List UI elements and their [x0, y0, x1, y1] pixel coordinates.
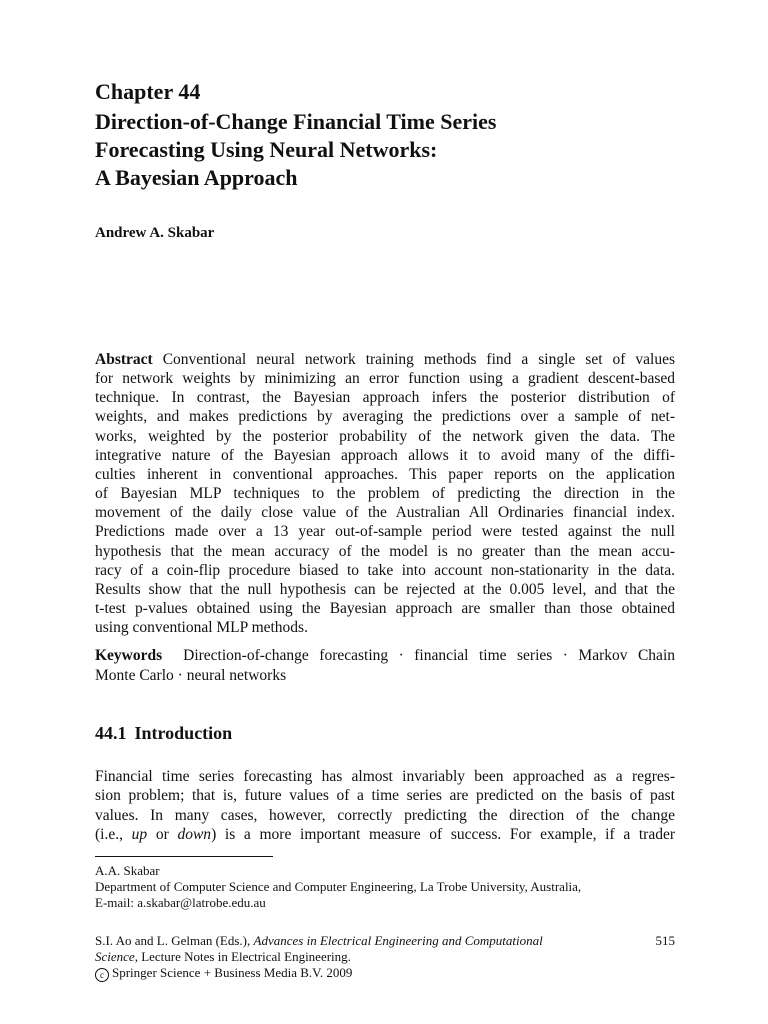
publication-line: S.I. Ao and L. Gelman (Eds.), Advances in Electrical Engineering and Computational: [95, 933, 543, 948]
book-title: Advances in Electrical Engineering and Computational: [253, 933, 543, 948]
abstract-line: Abstract Conventional neural network training methods find a single set of values: [95, 351, 676, 368]
emphasis-up: up: [131, 825, 148, 843]
abstract-line: integrative nature of the Bayesian approach allows it to avoid many of the diffi-: [95, 446, 675, 464]
abstract-line: racy of a coin-flip procedure biased to take into account non-stationarity in the data.: [95, 561, 675, 579]
keywords: [95, 646, 675, 685]
footnote-divider: [95, 856, 273, 857]
abstract-line: hypothesis that the mean accuracy of the model is no greater than the mean accu-: [95, 542, 675, 560]
keywords-lead: Keywords: [95, 647, 163, 664]
section-heading: [95, 721, 232, 745]
intro-line: (i.e., up or down) is a more important measure of success. For example, if a trader: [95, 825, 676, 843]
abstract-line: weights, and makes predictions by averaging the predictions over a sample of net-: [95, 408, 675, 426]
chapter-title-line: A Bayesian Approach: [95, 165, 298, 190]
footnote-affiliation: Department of Computer Science and Computer Engineering, La Trobe University, Australia,: [95, 879, 582, 894]
abstract-line: technique. In contrast, the Bayesian approach infers the posterior distribution of: [95, 389, 675, 407]
page-number: 515: [655, 933, 675, 948]
emphasis-down: down: [177, 825, 212, 843]
abstract-line: movement of the daily close value of the Australian All Ordinaries financial index.: [95, 504, 675, 522]
chapter-title: [95, 108, 675, 192]
chapter-label: Chapter 44: [95, 79, 201, 104]
footnote-name: A.A. Skabar: [95, 863, 160, 878]
abstract-line: Predictions made over a 13 year out-of-sample period were tested against the null: [95, 523, 675, 541]
copyright-line: c Springer Science + Business Media B.V. 2009: [95, 965, 675, 982]
intro-line: sion problem; that is, future values of a time series are predicted on the basis of past: [95, 787, 675, 805]
intro-line: values. In many cases, however, correctly predicting the direction of the change: [95, 806, 675, 824]
publication-info: [95, 933, 675, 982]
author-name: Andrew A. Skabar: [95, 225, 215, 241]
section-number: 44.1: [95, 723, 127, 743]
keywords-line: Monte Carlo · neural networks: [95, 666, 287, 684]
abstract-line: of Bayesian MLP techniques to the problem of predicting the direction in the: [95, 485, 675, 503]
intro-line: Financial time series forecasting has almost invariably been approached as a regres-: [95, 768, 675, 785]
abstract: [95, 350, 675, 637]
chapter-title-line: Forecasting Using Neural Networks:: [95, 137, 438, 162]
chapter-title-line: Direction-of-Change Financial Time Series: [95, 109, 497, 134]
abstract-line: for network weights by minimizing an error function using a gradient descent-based: [95, 370, 675, 388]
abstract-line: works, weighted by the posterior probability of the network given the data. The: [95, 427, 675, 445]
abstract-line: using conventional MLP methods.: [95, 619, 308, 637]
abstract-lead: Abstract: [95, 351, 153, 368]
abstract-line: Results show that the null hypothesis can be rejected at the 0.005 level, and that the: [95, 580, 675, 598]
keywords-line: Keywords Direction-of-change forecasting · financial time series · Markov Chain: [95, 647, 675, 664]
abstract-line: t-test p-values obtained using the Bayesian approach are smaller than those obtained: [95, 600, 675, 618]
introduction-paragraph: [95, 767, 675, 844]
author-footnote: [95, 863, 675, 911]
footnote-email: E-mail: a.skabar@latrobe.edu.au: [95, 895, 266, 910]
book-title-continued: Science: [95, 949, 135, 964]
document-page: [95, 0, 675, 1024]
section-title: Introduction: [134, 723, 233, 743]
abstract-line: culties inherent in conventional approaches. This paper reports on the application: [95, 465, 675, 483]
publication-line: Science, Lecture Notes in Electrical Engineering.: [95, 949, 351, 964]
copyright-icon: c: [95, 968, 109, 982]
